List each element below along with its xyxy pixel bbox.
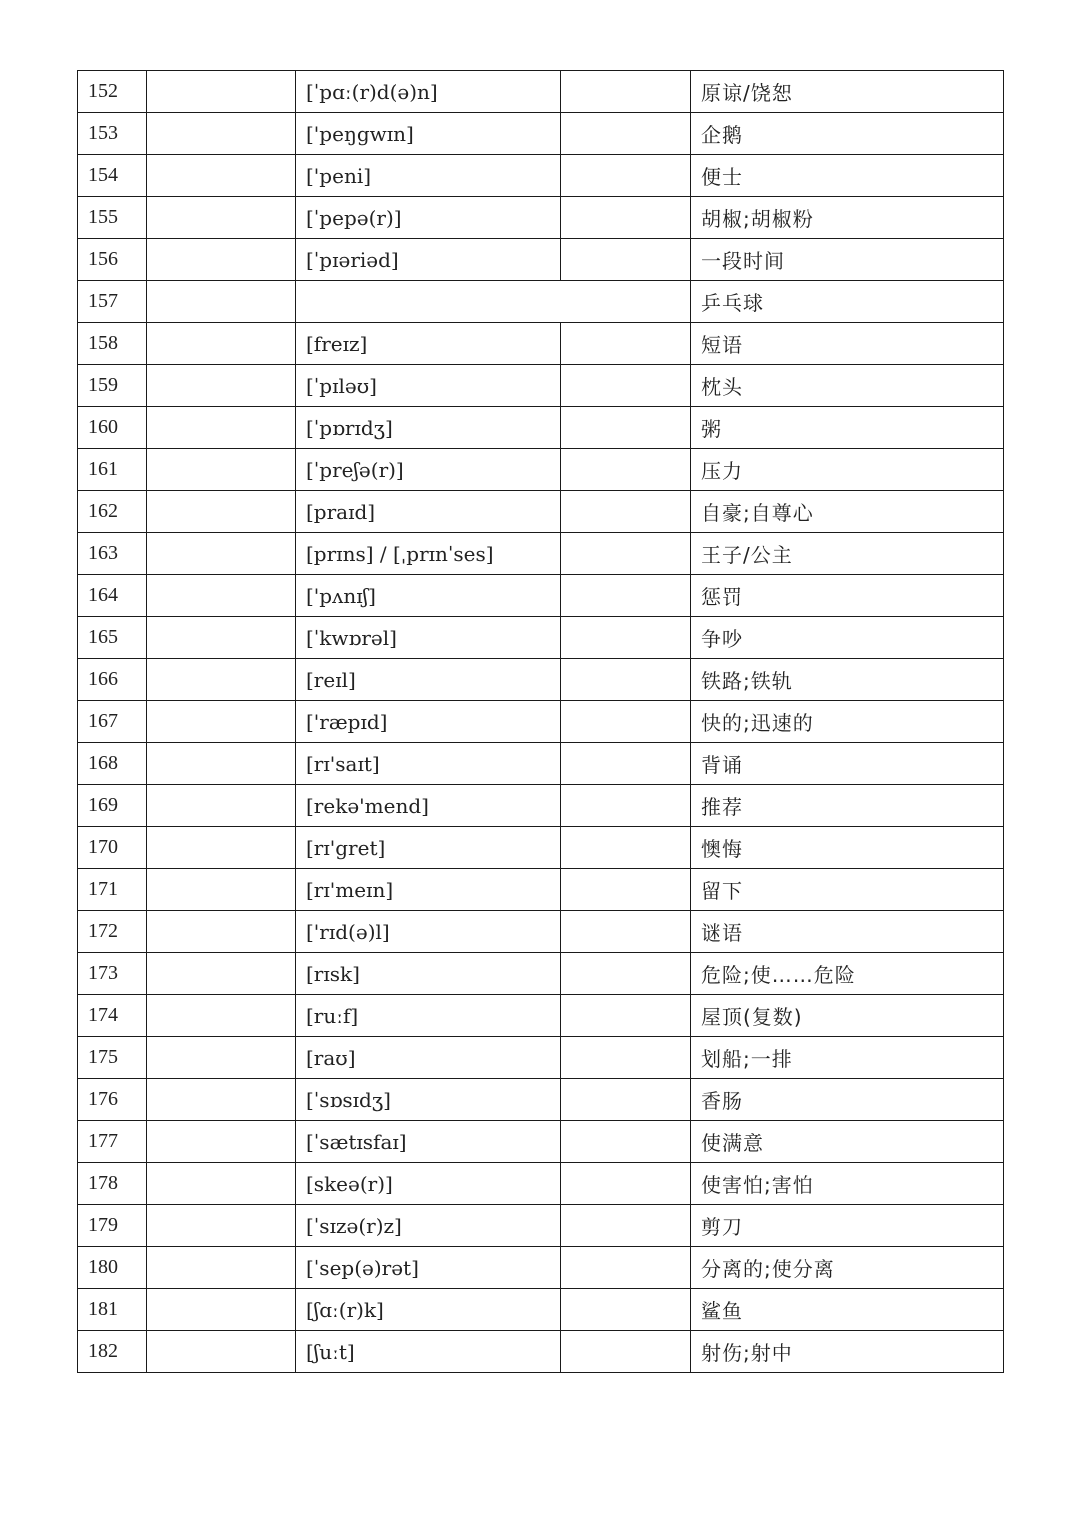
table-row <box>78 491 1004 533</box>
word-cell-blank <box>147 575 296 617</box>
table-row <box>78 1037 1004 1079</box>
blank-cell <box>561 365 691 407</box>
word-cell-blank <box>147 407 296 449</box>
table-row <box>78 1121 1004 1163</box>
row-number: 181 <box>78 1289 147 1331</box>
word-cell-blank <box>147 113 296 155</box>
phonetic-cell: [ˈpɪəriəd] <box>296 239 561 281</box>
table-row <box>78 197 1004 239</box>
blank-cell <box>561 1121 691 1163</box>
meaning-cell: 推荐 <box>691 785 1004 827</box>
table-row <box>78 1247 1004 1289</box>
meaning-cell: 原谅/饶恕 <box>691 71 1004 113</box>
meaning-cell: 快的;迅速的 <box>691 701 1004 743</box>
row-number: 172 <box>78 911 147 953</box>
row-number: 182 <box>78 1331 147 1373</box>
phonetic-cell: [ˈpɒrɪdʒ] <box>296 407 561 449</box>
blank-cell <box>561 197 691 239</box>
meaning-cell: 背诵 <box>691 743 1004 785</box>
table-row <box>78 1331 1004 1373</box>
row-number: 173 <box>78 953 147 995</box>
row-number: 165 <box>78 617 147 659</box>
word-cell-blank <box>147 953 296 995</box>
meaning-cell: 惩罚 <box>691 575 1004 617</box>
phonetic-cell: ['rɪd(ə)l] <box>296 911 561 953</box>
blank-cell <box>561 785 691 827</box>
phonetic-cell: [ˈpepə(r)] <box>296 197 561 239</box>
phonetic-cell: [rɪsk] <box>296 953 561 995</box>
word-cell-blank <box>147 1079 296 1121</box>
vocabulary-table <box>77 70 1004 1373</box>
blank-cell <box>561 491 691 533</box>
phonetic-cell: [ˈsætɪsfaɪ] <box>296 1121 561 1163</box>
word-cell-blank <box>147 197 296 239</box>
table-row <box>78 239 1004 281</box>
row-number: 178 <box>78 1163 147 1205</box>
phonetic-cell: [rɪ'meɪn] <box>296 869 561 911</box>
meaning-cell: 谜语 <box>691 911 1004 953</box>
table-row <box>78 701 1004 743</box>
blank-cell <box>561 659 691 701</box>
phonetic-cell: [rɪ'gret] <box>296 827 561 869</box>
table-row <box>78 911 1004 953</box>
table-row <box>78 533 1004 575</box>
phonetic-cell: ['pʌnɪʃ] <box>296 575 561 617</box>
word-cell-blank <box>147 617 296 659</box>
blank-cell <box>561 743 691 785</box>
blank-cell <box>561 1037 691 1079</box>
word-cell-blank <box>147 743 296 785</box>
word-cell-blank <box>147 155 296 197</box>
meaning-cell: 屋顶(复数) <box>691 995 1004 1037</box>
table-row <box>78 113 1004 155</box>
word-cell-blank <box>147 1205 296 1247</box>
word-cell-blank <box>147 1247 296 1289</box>
table-row <box>78 743 1004 785</box>
row-number: 152 <box>78 71 147 113</box>
row-number: 179 <box>78 1205 147 1247</box>
row-number: 162 <box>78 491 147 533</box>
row-number: 160 <box>78 407 147 449</box>
phonetic-cell: ['peni] <box>296 155 561 197</box>
phonetic-cell: [rekə'mend] <box>296 785 561 827</box>
row-number: 154 <box>78 155 147 197</box>
meaning-cell: 使害怕;害怕 <box>691 1163 1004 1205</box>
blank-cell <box>561 239 691 281</box>
phonetic-cell: ['peŋgwɪn] <box>296 113 561 155</box>
table-row <box>78 449 1004 491</box>
row-number: 161 <box>78 449 147 491</box>
blank-cell <box>561 449 691 491</box>
word-cell-blank <box>147 281 296 323</box>
phonetic-cell: [prɪns] / [ˌprɪnˈses] <box>296 533 561 575</box>
blank-cell <box>561 617 691 659</box>
meaning-cell: 便士 <box>691 155 1004 197</box>
blank-cell <box>561 575 691 617</box>
blank-cell <box>561 1289 691 1331</box>
word-cell-blank <box>147 491 296 533</box>
table-row <box>78 785 1004 827</box>
blank-cell <box>561 113 691 155</box>
meaning-cell: 王子/公主 <box>691 533 1004 575</box>
meaning-cell: 自豪;自尊心 <box>691 491 1004 533</box>
phonetic-cell: [ˈpɪləʊ] <box>296 365 561 407</box>
meaning-cell: 香肠 <box>691 1079 1004 1121</box>
row-number: 155 <box>78 197 147 239</box>
row-number: 158 <box>78 323 147 365</box>
row-number: 169 <box>78 785 147 827</box>
row-number: 157 <box>78 281 147 323</box>
row-number: 176 <box>78 1079 147 1121</box>
meaning-cell: 剪刀 <box>691 1205 1004 1247</box>
phonetic-cell: [freɪz] <box>296 323 561 365</box>
blank-cell <box>561 827 691 869</box>
table-row <box>78 1163 1004 1205</box>
meaning-cell: 鲨鱼 <box>691 1289 1004 1331</box>
row-number: 170 <box>78 827 147 869</box>
word-cell-blank <box>147 1331 296 1373</box>
table-row <box>78 71 1004 113</box>
row-number: 175 <box>78 1037 147 1079</box>
table-row <box>78 659 1004 701</box>
meaning-cell: 粥 <box>691 407 1004 449</box>
meaning-cell: 压力 <box>691 449 1004 491</box>
row-number: 174 <box>78 995 147 1037</box>
meaning-cell: 枕头 <box>691 365 1004 407</box>
table-row <box>78 953 1004 995</box>
blank-cell <box>561 1331 691 1373</box>
phonetic-cell: [ˈpɑː(r)d(ə)n] <box>296 71 561 113</box>
blank-cell <box>561 911 691 953</box>
word-cell-blank <box>147 701 296 743</box>
blank-cell <box>561 953 691 995</box>
meaning-cell: 留下 <box>691 869 1004 911</box>
table-row <box>78 869 1004 911</box>
phonetic-cell: [skeə(r)] <box>296 1163 561 1205</box>
table-row <box>78 575 1004 617</box>
phonetic-cell: [ˈpreʃə(r)] <box>296 449 561 491</box>
blank-cell <box>561 1163 691 1205</box>
table-row <box>78 407 1004 449</box>
table-row <box>78 155 1004 197</box>
row-number: 171 <box>78 869 147 911</box>
row-number: 164 <box>78 575 147 617</box>
phonetic-cell: ['ræpɪd] <box>296 701 561 743</box>
table-row <box>78 1205 1004 1247</box>
meaning-cell: 胡椒;胡椒粉 <box>691 197 1004 239</box>
phonetic-cell: [rɪ'saɪt] <box>296 743 561 785</box>
row-number: 166 <box>78 659 147 701</box>
phonetic-cell: [raʊ] <box>296 1037 561 1079</box>
table-row <box>78 617 1004 659</box>
blank-cell <box>561 995 691 1037</box>
meaning-cell: 企鹅 <box>691 113 1004 155</box>
row-number: 156 <box>78 239 147 281</box>
blank-cell <box>561 869 691 911</box>
blank-cell <box>561 71 691 113</box>
meaning-cell: 铁路;铁轨 <box>691 659 1004 701</box>
table-row <box>78 1079 1004 1121</box>
row-number: 153 <box>78 113 147 155</box>
word-cell-blank <box>147 239 296 281</box>
table-row <box>78 365 1004 407</box>
row-number: 167 <box>78 701 147 743</box>
meaning-cell: 短语 <box>691 323 1004 365</box>
meaning-cell: 危险;使……危险 <box>691 953 1004 995</box>
vocabulary-table-body <box>78 71 1004 1373</box>
row-number: 177 <box>78 1121 147 1163</box>
word-cell-blank <box>147 365 296 407</box>
phonetic-cell: [ˈsɒsɪdʒ] <box>296 1079 561 1121</box>
vocabulary-sheet <box>77 70 1004 1373</box>
phonetic-cell <box>296 281 691 323</box>
meaning-cell: 划船;一排 <box>691 1037 1004 1079</box>
blank-cell <box>561 323 691 365</box>
meaning-cell: 一段时间 <box>691 239 1004 281</box>
meaning-cell: 懊悔 <box>691 827 1004 869</box>
phonetic-cell: [reɪl] <box>296 659 561 701</box>
meaning-cell: 射伤;射中 <box>691 1331 1004 1373</box>
blank-cell <box>561 533 691 575</box>
table-row <box>78 323 1004 365</box>
meaning-cell: 争吵 <box>691 617 1004 659</box>
table-row <box>78 281 1004 323</box>
word-cell-blank <box>147 1037 296 1079</box>
blank-cell <box>561 1079 691 1121</box>
blank-cell <box>561 155 691 197</box>
phonetic-cell: [ˈsɪzə(r)z] <box>296 1205 561 1247</box>
meaning-cell: 分离的;使分离 <box>691 1247 1004 1289</box>
word-cell-blank <box>147 869 296 911</box>
word-cell-blank <box>147 1289 296 1331</box>
word-cell-blank <box>147 827 296 869</box>
phonetic-cell: [ˈsep(ə)rət] <box>296 1247 561 1289</box>
table-row <box>78 995 1004 1037</box>
word-cell-blank <box>147 1163 296 1205</box>
word-cell-blank <box>147 911 296 953</box>
word-cell-blank <box>147 1121 296 1163</box>
row-number: 159 <box>78 365 147 407</box>
table-row <box>78 827 1004 869</box>
blank-cell <box>561 701 691 743</box>
row-number: 163 <box>78 533 147 575</box>
table-row <box>78 1289 1004 1331</box>
row-number: 168 <box>78 743 147 785</box>
blank-cell <box>561 1205 691 1247</box>
word-cell-blank <box>147 71 296 113</box>
word-cell-blank <box>147 995 296 1037</box>
blank-cell <box>561 1247 691 1289</box>
word-cell-blank <box>147 659 296 701</box>
phonetic-cell: [ʃuːt] <box>296 1331 561 1373</box>
meaning-cell: 使满意 <box>691 1121 1004 1163</box>
meaning-cell: 乒乓球 <box>691 281 1004 323</box>
word-cell-blank <box>147 785 296 827</box>
word-cell-blank <box>147 533 296 575</box>
phonetic-cell: [ʃɑː(r)k] <box>296 1289 561 1331</box>
word-cell-blank <box>147 449 296 491</box>
phonetic-cell: [ˈkwɒrəl] <box>296 617 561 659</box>
word-cell-blank <box>147 323 296 365</box>
row-number: 180 <box>78 1247 147 1289</box>
blank-cell <box>561 407 691 449</box>
phonetic-cell: [ruːf] <box>296 995 561 1037</box>
phonetic-cell: [praɪd] <box>296 491 561 533</box>
